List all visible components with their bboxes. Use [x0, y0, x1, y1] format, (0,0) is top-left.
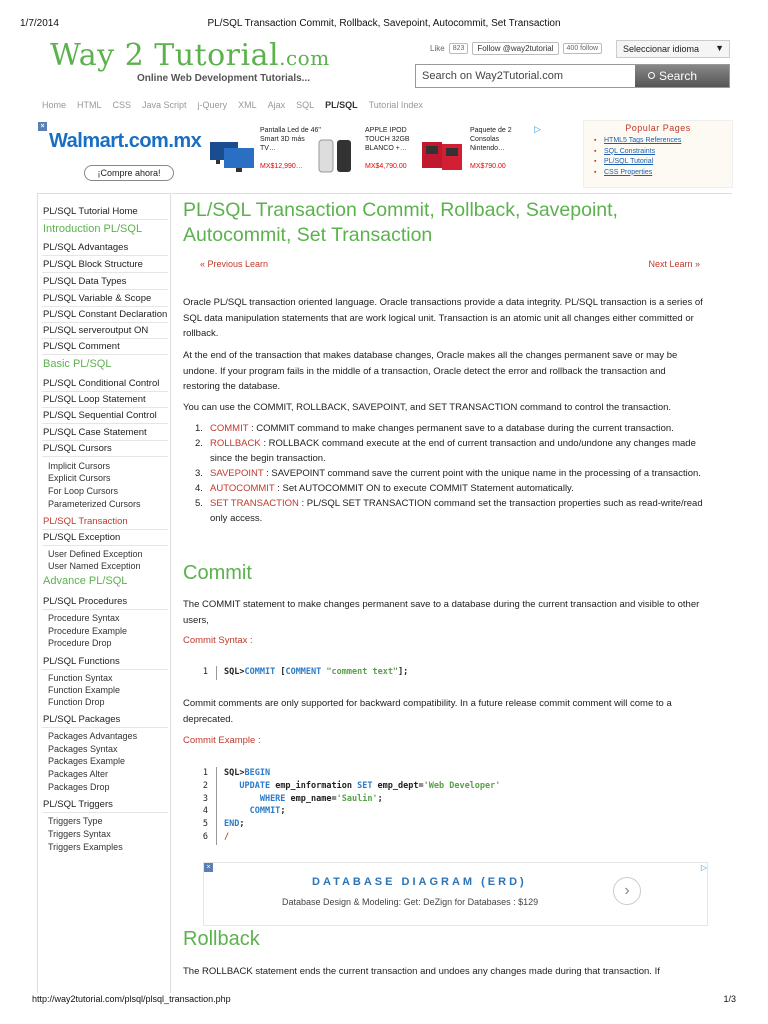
- ad-product-ipod[interactable]: APPLE IPOD TOUCH 32GB BLANCO +… MX$4,790.00: [313, 126, 423, 184]
- adchoices-icon[interactable]: ▷: [700, 863, 707, 872]
- sidebar-item[interactable]: PL/SQL Packages: [42, 711, 168, 728]
- sidebar-heading-intro: Introduction PL/SQL: [43, 223, 143, 235]
- sidebar-item[interactable]: PL/SQL Triggers: [42, 796, 168, 813]
- sidebar-subitem[interactable]: Function Drop: [48, 697, 105, 707]
- sidebar-item[interactable]: PL/SQL Conditional Control: [42, 375, 168, 392]
- sidebar-item[interactable]: PL/SQL Constant Declaration: [42, 306, 168, 323]
- print-page-number: 1/3: [723, 994, 736, 1004]
- nav-xml[interactable]: XML: [238, 100, 257, 110]
- nav-home[interactable]: Home: [42, 100, 67, 110]
- search-input[interactable]: Search on Way2Tutorial.com: [416, 65, 635, 87]
- sidebar-subitem[interactable]: Triggers Syntax: [48, 829, 111, 839]
- sidebar-item[interactable]: PL/SQL Procedures: [42, 593, 168, 610]
- popular-pages: [583, 120, 733, 188]
- sidebar-item[interactable]: PL/SQL Functions: [42, 653, 168, 670]
- adchoices-icon[interactable]: ▷: [534, 124, 541, 134]
- popular-pages-heading: Popular Pages: [625, 123, 691, 133]
- follow-count: 400 follow: [563, 43, 603, 54]
- commit-heading: Commit: [183, 562, 252, 584]
- list-item: 5. SET TRANSACTION : PL/SQL SET TRANSACTION command set the transaction properties such as read-write/read only access.: [195, 498, 703, 524]
- sidebar-subitem[interactable]: User Named Exception: [48, 561, 141, 571]
- dropdown-arrow-icon: ▼: [715, 43, 724, 53]
- sidebar-item[interactable]: PL/SQL Case Statement: [42, 424, 168, 441]
- sidebar-item-home[interactable]: PL/SQL Tutorial Home: [42, 203, 168, 220]
- nav-tutorial-index[interactable]: Tutorial Index: [368, 100, 423, 110]
- tv-image-icon: [208, 134, 258, 178]
- list-item: 2. ROLLBACK : ROLLBACK command execute at the end of current transaction and undo/undone any changes made since the begin transaction.: [195, 438, 696, 464]
- language-select[interactable]: Seleccionar idioma ▼: [616, 40, 730, 58]
- sidebar-item[interactable]: PL/SQL Sequential Control: [42, 407, 168, 424]
- sidebar-subitem[interactable]: Procedure Drop: [48, 638, 112, 648]
- nav-css[interactable]: CSS: [112, 100, 132, 110]
- like-label[interactable]: Like: [430, 43, 445, 53]
- list-item: 3. SAVEPOINT : SAVEPOINT command save the current point with the unique name in the processing of a transaction.: [195, 468, 701, 479]
- rollback-heading: Rollback: [183, 928, 260, 950]
- intro-paragraph: You can use the COMMIT, ROLLBACK, SAVEPOINT, and SET TRANSACTION command to control the transaction.: [183, 402, 672, 413]
- next-link[interactable]: Next Learn »: [648, 259, 700, 269]
- rollback-paragraph: The ROLLBACK statement ends the current transaction and undoes any changes made during that transaction. If: [183, 966, 660, 977]
- sidebar-item[interactable]: PL/SQL Loop Statement: [42, 391, 168, 408]
- ad-close-icon[interactable]: ×: [38, 122, 47, 131]
- print-date: 1/7/2014: [20, 18, 59, 29]
- sidebar-subitem[interactable]: Packages Alter: [48, 769, 109, 779]
- search-icon: [648, 72, 655, 79]
- sidebar-subitem[interactable]: Explicit Cursors: [48, 473, 111, 483]
- ad-close-icon[interactable]: ×: [204, 863, 213, 872]
- intro-paragraph: Oracle PL/SQL transaction oriented language. Oracle transactions provide a data integrity. PL/SQL transaction is a series of SQL data manipulation statements that are work logical unit. Transaction is an atomic unit all changes either committed or rollback.: [183, 297, 703, 339]
- sidebar-subitem[interactable]: Procedure Example: [48, 626, 128, 636]
- sidebar-item[interactable]: PL/SQL Variable & Scope: [42, 290, 168, 307]
- sidebar-heading-basic: Basic PL/SQL: [43, 358, 112, 370]
- sidebar-item[interactable]: PL/SQL Cursors: [42, 440, 168, 457]
- nav-ajax[interactable]: Ajax: [267, 100, 286, 110]
- list-item: 1. COMMIT : COMMIT command to make changes permanent save to a database during the current transaction.: [195, 423, 674, 434]
- sidebar-subitem[interactable]: Triggers Type: [48, 816, 103, 826]
- sidebar-item[interactable]: PL/SQL Exception: [42, 529, 168, 546]
- print-doc-title: PL/SQL Transaction Commit, Rollback, Savepoint, Autocommit, Set Transaction: [207, 18, 561, 29]
- list-item: 4. AUTOCOMMIT : Set AUTOCOMMIT ON to execute COMMIT Statement automatically.: [195, 483, 574, 494]
- social-bar: [430, 40, 602, 56]
- sidebar-item[interactable]: PL/SQL serveroutput ON: [42, 322, 168, 339]
- sidebar-subitem[interactable]: Packages Drop: [48, 782, 110, 792]
- print-header: [20, 18, 748, 32]
- erd-ad-title[interactable]: DATABASE DIAGRAM (ERD): [312, 876, 527, 888]
- sidebar: [37, 193, 171, 993]
- popular-link[interactable]: ▪ CSS Properties: [594, 168, 681, 179]
- sidebar-subitem[interactable]: Procedure Syntax: [48, 613, 120, 623]
- sidebar-subitem[interactable]: Function Example: [48, 685, 121, 695]
- nav-sql[interactable]: SQL: [296, 100, 315, 110]
- chevron-right-icon[interactable]: ›: [613, 877, 641, 905]
- sidebar-heading-advance: Advance PL/SQL: [43, 575, 128, 587]
- prev-link[interactable]: « Previous Learn: [200, 259, 269, 269]
- shop-now-button[interactable]: ¡Compre ahora!: [84, 165, 174, 181]
- intro-paragraph: At the end of the transaction that makes database changes, Oracle makes all the changes permanent save or may be undone. If your program fails in the middle of a transaction, Oracle detect the error and rollback the transaction and restoring the database.: [183, 350, 678, 392]
- popular-link[interactable]: ▪ SQL Constraints: [594, 147, 681, 158]
- commit-syntax-code: 1 SQL>COMMIT [COMMENT "comment text"];: [186, 666, 686, 680]
- ad-product-tv[interactable]: Pantalla Led de 46" Smart 3D más TV… MX$12,990…: [208, 126, 318, 184]
- site-tagline: Online Web Development Tutorials...: [137, 73, 310, 84]
- print-url: http://way2tutorial.com/plsql/plsql_transaction.php: [32, 994, 231, 1004]
- command-list: [183, 421, 703, 526]
- follow-button[interactable]: Follow @way2tutorial: [472, 42, 558, 55]
- popular-link[interactable]: ▪ PL/SQL Tutorial: [594, 157, 681, 168]
- commit-paragraph: The COMMIT statement to make changes permanent save to a database during the current transaction and visible to other users,: [183, 599, 700, 626]
- commit-example-code: 1 2 3 4 5 6 SQL>BEGIN UPDATE emp_information SET emp_dept='Web Developer' WHERE emp_name='Saulin'; COMMIT; END; /: [186, 767, 686, 845]
- commit-note: Commit comments are only supported for backward compatibility. In a future release commit comment will come to a deprecated.: [183, 698, 672, 725]
- ad-product-nintendo[interactable]: Paquete de 2 Consolas Nintendo… MX$790.00: [418, 126, 528, 184]
- sidebar-subitem[interactable]: User Defined Exception: [48, 549, 143, 559]
- sidebar-subitem[interactable]: Packages Syntax: [48, 744, 118, 754]
- sidebar-subitem[interactable]: Parameterized Cursors: [48, 499, 141, 509]
- nav-jquery[interactable]: j-Query: [197, 100, 228, 110]
- ipod-image-icon: [313, 134, 363, 178]
- sidebar-item[interactable]: PL/SQL Comment: [42, 338, 168, 355]
- sidebar-item-transaction-active[interactable]: PL/SQL Transaction: [42, 513, 168, 530]
- sidebar-subitem[interactable]: Implicit Cursors: [48, 461, 111, 471]
- commit-example-label: Commit Example :: [183, 735, 261, 746]
- search-button[interactable]: Search: [635, 65, 729, 87]
- search-form: [415, 64, 730, 88]
- sidebar-subitem[interactable]: Packages Example: [48, 756, 126, 766]
- sidebar-item[interactable]: PL/SQL Advantages: [42, 239, 168, 256]
- console-image-icon: [418, 134, 468, 178]
- sidebar-subitem[interactable]: Triggers Examples: [48, 842, 123, 852]
- sidebar-subitem[interactable]: Function Syntax: [48, 673, 113, 683]
- nav-plsql[interactable]: PL/SQL: [325, 100, 358, 110]
- walmart-logo[interactable]: Walmart.com.mx: [49, 130, 202, 152]
- top-nav: [42, 100, 423, 110]
- nav-html[interactable]: HTML: [77, 100, 102, 110]
- walmart-ad[interactable]: [38, 122, 553, 189]
- like-count: 823: [449, 43, 469, 54]
- print-footer: [32, 994, 736, 1008]
- sidebar-item[interactable]: PL/SQL Block Structure: [42, 256, 168, 273]
- popular-link[interactable]: ▪ HTML5 Tags References: [594, 136, 681, 147]
- site-logo[interactable]: Way 2 Tutorial.com: [50, 38, 330, 73]
- sidebar-subitem[interactable]: Packages Advantages: [48, 731, 138, 741]
- commit-syntax-label: Commit Syntax :: [183, 635, 253, 646]
- nav-javascript[interactable]: Java Script: [142, 100, 187, 110]
- sidebar-subitem[interactable]: For Loop Cursors: [48, 486, 119, 496]
- sidebar-item[interactable]: PL/SQL Data Types: [42, 273, 168, 290]
- page-title: PL/SQL Transaction Commit, Rollback, Savepoint, Autocommit, Set Transaction: [183, 199, 618, 246]
- main-content: [172, 193, 732, 993]
- erd-ad-subtitle: Database Design & Modeling: Get: DeZign for Databases : $129: [282, 897, 539, 907]
- erd-ad[interactable]: [203, 862, 708, 926]
